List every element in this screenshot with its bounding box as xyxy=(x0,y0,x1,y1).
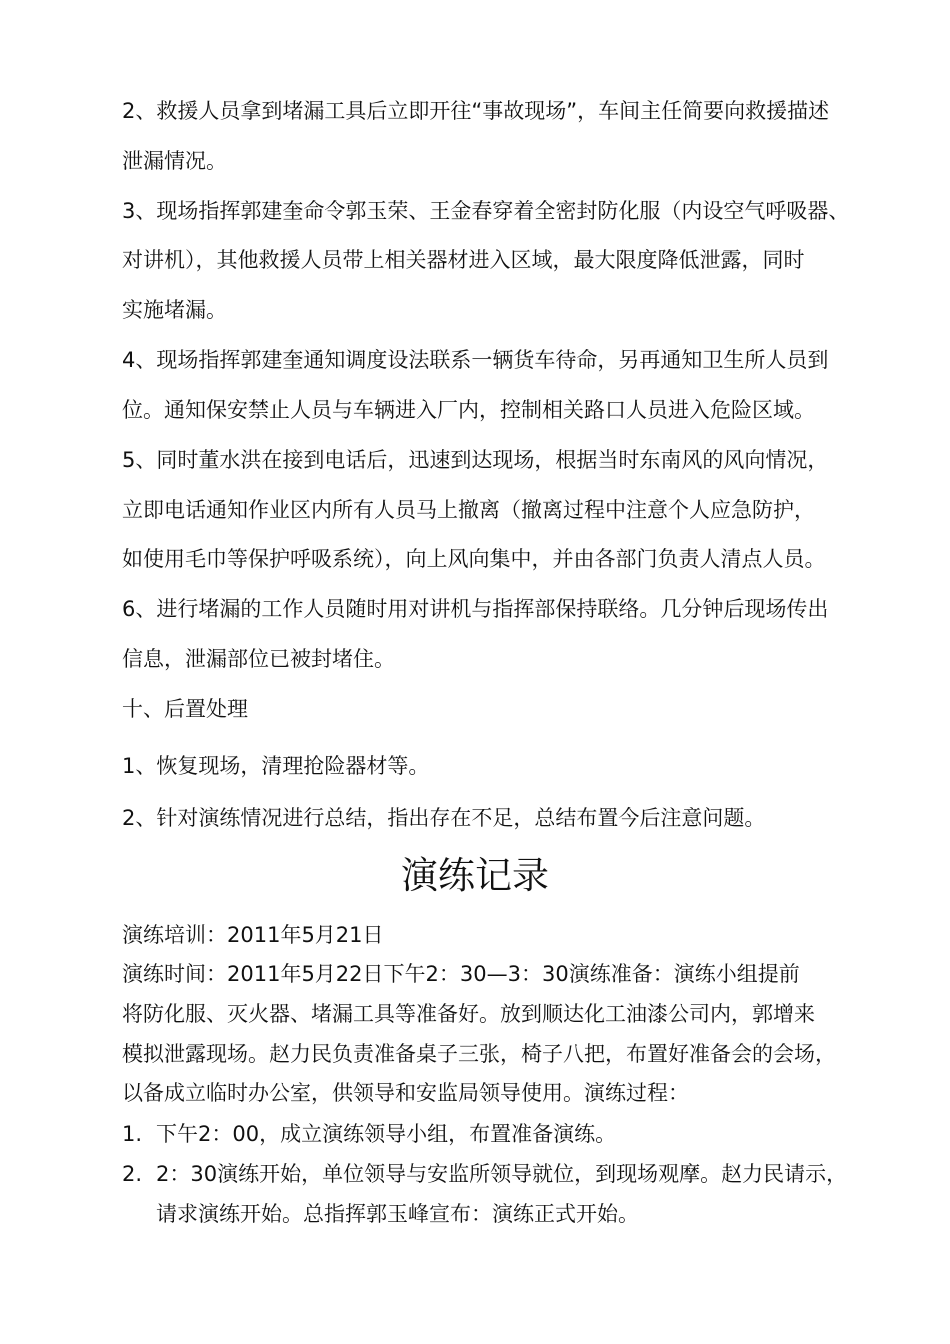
record-line: 演练时间：2011年5月22日下午2：30—3：30演练准备：演练小组提前 xyxy=(122,962,800,986)
step-text: 请求演练开始。总指挥郭玉峰宣布：演练正式开始。 xyxy=(156,1202,639,1226)
paragraph-line: 6、进行堵漏的工作人员随时用对讲机与指挥部保持联络。几分钟后现场传出 xyxy=(122,597,829,621)
step-text: 下午2：00，成立演练领导小组，布置准备演练。 xyxy=(156,1122,617,1146)
paragraph-line: 2、针对演练情况进行总结，指出存在不足，总结布置今后注意问题。 xyxy=(122,806,766,830)
paragraph-line: 5、同时董水洪在接到电话后，迅速到达现场，根据当时东南风的风向情况， xyxy=(122,448,829,472)
paragraph-line: 位。通知保安禁止人员与车辆进入厂内，控制相关路口人员进入危险区域。 xyxy=(122,398,815,422)
record-line: 以备成立临时办公室，供领导和安监局领导使用。演练过程： xyxy=(122,1081,689,1105)
paragraph-line: 2、救援人员拿到堵漏工具后立即开往“事故现场”，车间主任简要向救援描述 xyxy=(122,99,830,123)
section-heading: 十、后置处理 xyxy=(122,697,248,721)
paragraph-line: 信息，泄漏部位已被封堵住。 xyxy=(122,647,395,671)
paragraph-line: 1、恢复现场，清理抢险器材等。 xyxy=(122,754,430,778)
step-text: 2：30演练开始，单位领导与安监所领导就位，到现场观摩。赵力民请示， xyxy=(156,1162,848,1186)
step-number: 2. xyxy=(122,1162,143,1186)
record-line: 模拟泄露现场。赵力民负责准备桌子三张，椅子八把，布置好准备会的会场， xyxy=(122,1042,836,1066)
paragraph-line: 立即电话通知作业区内所有人员马上撤离（撤离过程中注意个人应急防护， xyxy=(122,498,815,522)
paragraph-line: 3、现场指挥郭建奎命令郭玉荣、王金春穿着全密封防化服（内设空气呼吸器、 xyxy=(122,199,850,223)
record-line: 将防化服、灭火器、堵漏工具等准备好。放到顺达化工油漆公司内，郭增来 xyxy=(122,1002,815,1026)
record-title: 演练记录 xyxy=(401,854,549,897)
step-number: 1. xyxy=(122,1122,143,1146)
paragraph-line: 泄漏情况。 xyxy=(122,149,227,173)
paragraph-line: 如使用毛巾等保护呼吸系统），向上风向集中，并由各部门负责人清点人员。 xyxy=(122,547,826,571)
paragraph-line: 对讲机），其他救援人员带上相关器材进入区域，最大限度降低泄露，同时 xyxy=(122,248,805,272)
paragraph-line: 4、现场指挥郭建奎通知调度设法联系一辆货车待命，另再通知卫生所人员到 xyxy=(122,348,829,372)
paragraph-line: 实施堵漏。 xyxy=(122,298,227,322)
record-line: 演练培训：2011年5月21日 xyxy=(122,923,384,947)
